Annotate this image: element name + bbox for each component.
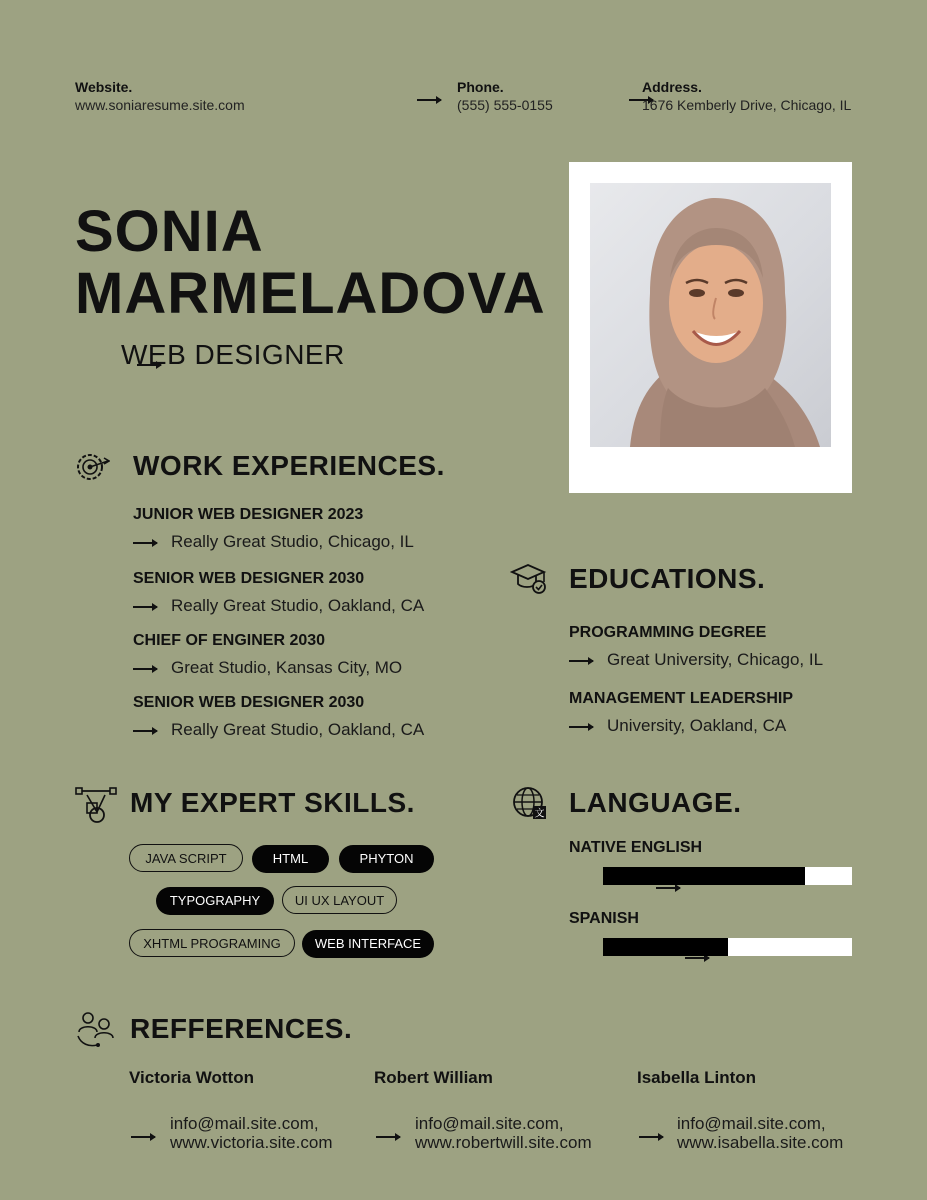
language-level-bar [603,867,852,885]
reference-email[interactable]: info@mail.site.com, [170,1114,319,1133]
arrow-right-icon [133,730,157,732]
work-item-place-text: Great Studio, Kansas City, MO [171,658,403,677]
work-item-place-text: Really Great Studio, Oakland, CA [171,596,425,615]
globe-translate-icon [512,786,548,822]
arrow-right-icon [417,99,441,101]
work-item-place-text: Really Great Studio, Chicago, IL [171,532,414,551]
education-item-place-text: Great University, Chicago, IL [607,650,824,669]
website-label: Website. [75,79,133,95]
address-value: 1676 Kemberly Drive, Chicago, IL [642,97,852,113]
reference-email[interactable]: info@mail.site.com, [415,1114,564,1133]
work-item-place [133,658,402,678]
education-section-title: EDUCATIONS. [569,563,766,594]
reference-name: Robert William [374,1068,493,1087]
language-level-fill [603,938,728,956]
arrow-right-icon [569,726,593,728]
reference-email[interactable]: info@mail.site.com, [677,1114,826,1133]
reference-name: Victoria Wotton [129,1068,254,1087]
target-gear-icon [74,450,110,484]
work-item-place [133,720,424,740]
vector-pen-icon [75,786,117,824]
language-name: SPANISH [569,910,639,927]
work-item-place-text: Really Great Studio, Oakland, CA [171,720,425,739]
work-item [133,694,424,740]
education-item-place [569,650,823,670]
skill-tag: WEB INTERFACE [302,930,434,958]
education-item [569,624,823,670]
work-item-title: SENIOR WEB DESIGNER 2030 [133,570,365,587]
skill-tag: UI UX LAYOUT [282,886,397,914]
phone-value[interactable]: (555) 555-0155 [457,97,553,113]
reference-website[interactable]: www.victoria.site.com [170,1133,333,1152]
reference-card [374,1068,592,1152]
arrow-right-icon [656,887,680,889]
skills-section-title: MY EXPERT SKILLS. [130,787,415,818]
arrow-right-icon [685,957,709,959]
phone-contact [457,79,553,113]
last-name: MARMELADOVA [75,261,546,326]
arrow-right-icon [131,1136,155,1138]
work-item [133,570,424,616]
education-item-place-text: University, Oakland, CA [607,716,787,735]
work-item-place [133,596,424,616]
arrow-right-icon [133,542,157,544]
person-portrait-image [590,183,831,447]
skill-tag: JAVA SCRIPT [129,844,243,872]
reference-website[interactable]: www.isabella.site.com [677,1133,844,1152]
language-level-fill [603,867,805,885]
people-network-icon [75,1010,117,1048]
skill-tag: HTML [252,845,329,873]
language-level-bar [603,938,852,956]
arrow-right-icon [376,1136,400,1138]
arrow-right-icon [133,668,157,670]
references-section-title: REFFERENCES. [130,1013,353,1044]
graduation-cap-icon [510,562,548,596]
education-item [569,690,793,736]
language-section-title: LANGUAGE. [569,787,742,818]
website-value[interactable]: www.soniaresume.site.com [75,97,245,113]
work-item-place [133,532,414,552]
reference-website[interactable]: www.robertwill.site.com [415,1133,592,1152]
phone-label: Phone. [457,79,504,95]
photo-frame [569,162,852,493]
arrow-right-icon [569,660,593,662]
arrow-right-icon [639,1136,663,1138]
skill-tag: XHTML PROGRAMING [129,929,295,957]
education-item-place [569,716,793,736]
svg-text:文: 文 [534,808,545,820]
reference-name: Isabella Linton [637,1068,757,1087]
profile-photo [590,183,831,447]
work-item-title: JUNIOR WEB DESIGNER 2023 [133,506,364,523]
full-name [75,201,546,325]
skill-tag: TYPOGRAPHY [156,887,274,915]
work-section-title: WORK EXPERIENCES. [133,450,445,481]
arrow-right-icon [133,606,157,608]
address-contact [642,79,851,113]
education-item-title: MANAGEMENT LEADERSHIP [569,690,794,707]
reference-card [129,1068,332,1152]
work-item [133,632,402,678]
education-item-title: PROGRAMMING DEGREE [569,624,767,641]
address-label: Address. [642,79,702,95]
work-item-title: SENIOR WEB DESIGNER 2030 [133,694,365,711]
reference-card [637,1068,843,1152]
work-item-title: CHIEF OF ENGINER 2030 [133,632,326,649]
skill-tag: PHYTON [339,845,434,873]
language-name: NATIVE ENGLISH [569,839,703,856]
first-name: SONIA [75,199,264,264]
website-contact [75,79,245,113]
job-role: WEB DESIGNER [121,339,345,370]
work-item [133,506,414,552]
